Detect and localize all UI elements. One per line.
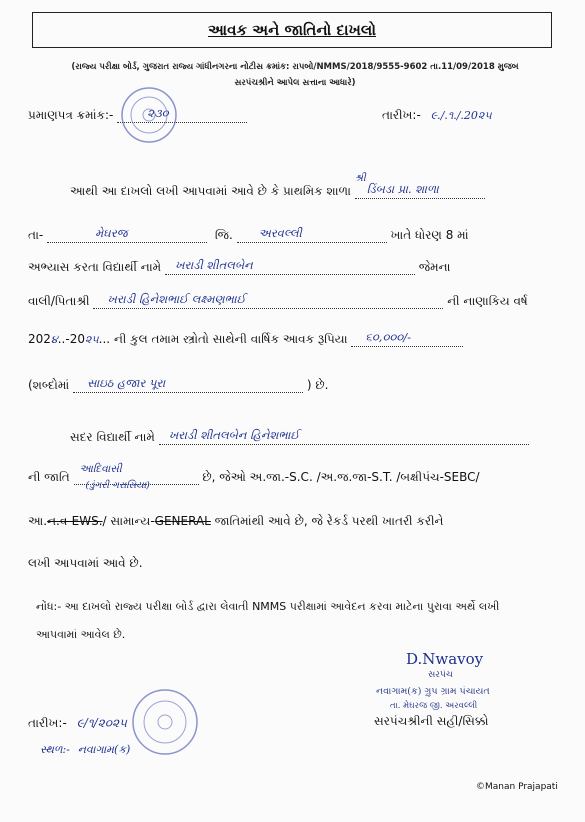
footer-place-value: નવાગામ(ક) <box>77 743 131 756</box>
footer-place-label: સ્થળ:- <box>40 743 70 756</box>
body-line-7 <box>70 430 529 445</box>
footer-date-value: ૯/૧/૨૦૨૫ <box>76 716 127 730</box>
school-field <box>354 173 485 199</box>
line8-tail: છે, જેઓ અ.જા.-S.C. /અ.જ.જા-S.T. /બક્ષીપંચ-SEBC/ <box>202 470 480 484</box>
words-tail: ) છે. <box>306 378 329 392</box>
body-line-4 <box>28 294 528 309</box>
subtitle-line-1: (રાજ્ય પરીક્ષા બોર્ડ, ગુજરાત રાજ્ય ગાંધીનગરના નોટીસ ક્રમાંક: રાપબો/NMMS/2018/9555-9602 તા.11/09/2018 મુજબ <box>71 62 519 72</box>
footer-place-row <box>40 742 130 757</box>
school-prefix: શ્રી <box>354 173 366 184</box>
line7-label: સદર વિદ્યાર્થી નામે <box>70 430 155 444</box>
words-label: (શબ્દોમાં <box>28 378 70 392</box>
body-line-9 <box>28 514 443 529</box>
panchayat-line-1: નવાગામ(ક) ગ્રુપ ગ્રામ પંચાયત <box>376 686 490 697</box>
ta-label: તા- <box>28 228 44 242</box>
line1-text: આથી આ દાખલો લખી આપવામાં આવે છે કે પ્રાથમિક શાળા <box>70 184 351 198</box>
caste-field <box>74 463 199 491</box>
student-value: ખરાડી શીતલબેન <box>174 258 253 272</box>
sarpanch-title: સરપંચ <box>428 670 453 680</box>
note-line-1: નોંધ:- આ દાખલો રાજ્ય પરીક્ષા બોર્ડ દ્વારા લેવાતી NMMS પરીક્ષામાં આવેદન કરવા માટેના પુરાવા અર્થે લખી <box>36 600 500 613</box>
year-separator: ..-20 <box>57 332 85 346</box>
year-to-value: ૨૫ <box>84 333 99 346</box>
parent-field <box>93 294 443 309</box>
line8-label: ની જાતિ <box>28 470 70 484</box>
body-line-1 <box>70 173 485 199</box>
income-field <box>351 332 463 347</box>
body-line-2 <box>28 228 469 243</box>
words-value: સાઇઠ હજાર પૂરા <box>87 376 166 390</box>
line9-general-struck: GENERAL <box>154 514 211 528</box>
line9-prefix: આ. <box>28 514 48 528</box>
body-line-8 <box>28 463 480 491</box>
student-field <box>165 260 415 275</box>
line5-mid: ની કુલ તમામ સ્ત્રોતો સાથેની વાર્ષિક આવક રૂપિયા <box>113 332 348 346</box>
school-value: ડિંબડા પ્રા. શાળા <box>366 182 439 196</box>
district-value: અરવલ્લી <box>258 226 302 240</box>
year-from-value: ૪ <box>50 333 58 346</box>
student-full-field <box>159 430 529 445</box>
certificate-number-label: પ્રમાણપત્ર ક્રમાંક:- <box>28 108 114 122</box>
caste-value-2: (ડુંગરી ગરાસિયા) <box>85 480 150 491</box>
body-line-6 <box>28 378 329 393</box>
ji-label: જિ. <box>214 228 233 242</box>
certificate-date-label: તારીખ:- <box>382 108 421 122</box>
footer-date-label: તારીખ:- <box>28 716 67 730</box>
signature: D.Nwavoy <box>406 650 484 668</box>
body-line-10: લખી આપવામાં આવે છે. <box>28 556 143 570</box>
line4-label: વાલી/પિતાશ્રી <box>28 294 90 308</box>
panchayat-stamp-bottom <box>131 688 199 756</box>
document-title: આવક અને જાતિનો દાખલો <box>208 21 376 39</box>
title-box <box>32 12 552 48</box>
certificate-date-value: ૯./.૧./.20૨૫ <box>430 109 492 122</box>
parent-value: ખરાડી હિનેશભાઈ લક્ષ્મણભાઈ <box>107 292 246 306</box>
line9-ews-struck: ન.વ-EWS. <box>47 514 103 528</box>
student-full-value: ખરાડી શીતલબેન હિનેશભાઈ <box>168 428 300 442</box>
certificate-date-row <box>382 108 492 123</box>
note-line-2: આપવામાં આવેલ છે. <box>36 628 126 641</box>
line2-tail: ખાતે ધોરણ 8 માં <box>390 228 469 242</box>
words-field <box>73 378 303 393</box>
subtitle-line-2: સરપંચશ્રીને આપેલ સત્તાના આધારે) <box>234 78 356 88</box>
line3-label: અભ્યાસ કરતા વિદ્યાર્થી નામે <box>28 260 162 274</box>
taluka-value: મેઘરજ <box>95 226 128 240</box>
line9-mid: / સામાન્ય- <box>102 514 155 528</box>
line9-tail: જાતિમાંથી આવે છે, જે રેકર્ડ પરથી ખાતરી કરીને <box>214 514 444 528</box>
sign-label: સરપંચશ્રીની સહી/સિક્કો <box>374 714 489 728</box>
line4-tail: ની નાણાકિય વર્ષ <box>447 294 528 308</box>
income-value: ૬૦,૦૦૦/- <box>365 330 411 344</box>
footer-date-row <box>28 716 127 731</box>
line3-tail: જેમના <box>418 260 451 274</box>
taluka-field <box>47 228 207 243</box>
certificate-number-value: ૨૩૦ <box>147 106 169 120</box>
district-field <box>237 228 387 243</box>
body-line-3 <box>28 260 451 275</box>
panchayat-line-2: તા. મેઘરજ જી. અરવલ્લી <box>390 701 478 711</box>
panchayat-stamp-top <box>120 86 178 144</box>
year-from-prefix: 202 <box>28 332 51 346</box>
credit: ©Manan Prajapati <box>476 782 558 792</box>
caste-value-1: આદિવાસી <box>79 463 122 475</box>
body-line-5: 202૪..-20૨૫... ની કુલ તમામ સ્ત્રોતો સાથેની વાર્ષિક આવક રૂપિયા ૬૦,૦૦૦/- <box>28 332 463 347</box>
